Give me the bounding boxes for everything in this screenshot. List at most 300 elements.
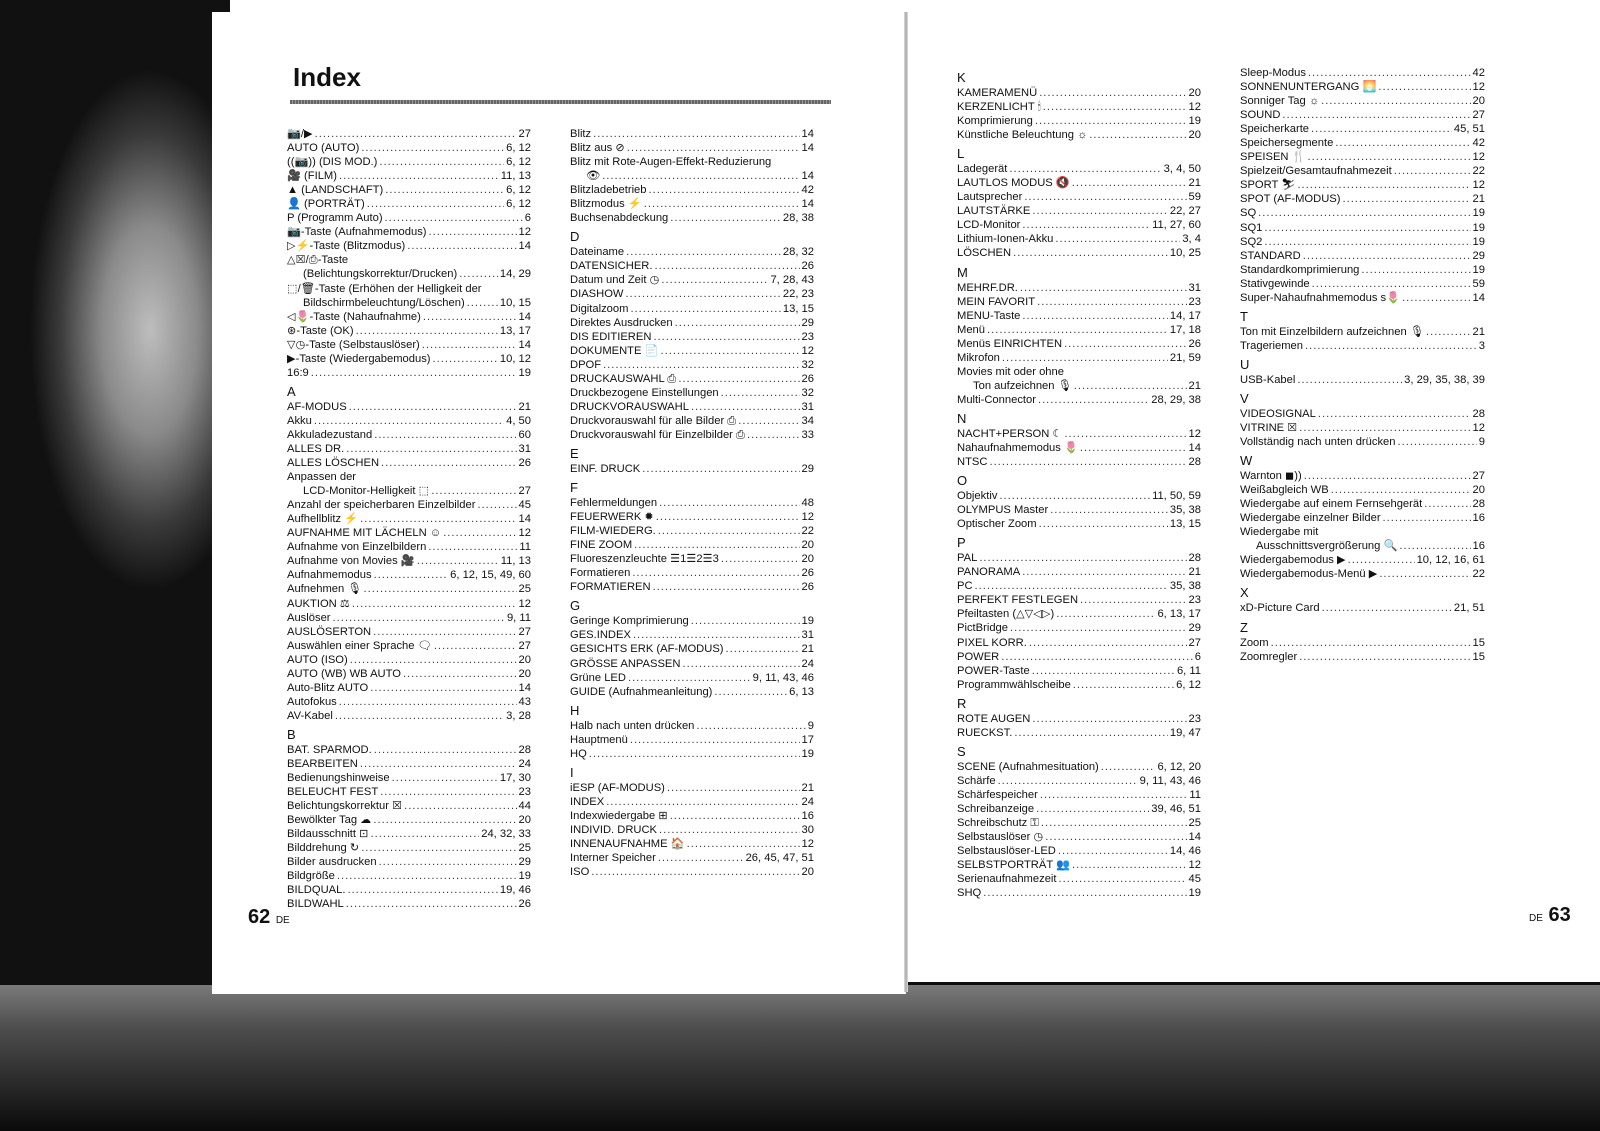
index-term: Bedienungshinweise [287,772,390,785]
index-term: PIXEL KORR. [957,636,1027,649]
index-pages: 59 [1188,191,1201,204]
index-pages: 14 [518,310,531,323]
dot-leader [423,310,517,324]
index-pages: 14 [801,128,814,140]
page-title: Index [293,62,361,92]
index-letter-heading: T [1240,308,1248,324]
index-term: Serienaufnahmezeit [957,873,1057,886]
index-entry [1240,525,1485,539]
dot-leader [633,628,800,642]
index-pages: 16 [1472,540,1485,553]
index-pages: 30 [801,823,814,836]
index-pages: 12 [1188,859,1201,872]
index-entry [287,827,531,841]
dot-leader [379,855,517,869]
dot-leader [1264,221,1470,235]
index-term: Vollständig nach unten drücken [1240,436,1396,449]
index-pages: 14 [518,681,531,694]
index-entry [570,428,814,442]
index-term: Blitz aus ⊘ [570,142,625,155]
index-term: Akkuladezustand [287,428,373,441]
index-pages: 3 [1478,339,1485,352]
index-entry [1240,291,1485,305]
dot-leader [346,442,516,456]
index-pages: 6, 13, 17 [1157,608,1201,621]
dot-leader [687,837,800,851]
index-entry [570,851,814,865]
index-term: Bildschirmbeleuchtung/Löschen) [303,296,465,309]
index-term: INDEX [570,795,605,808]
index-term: VIDEOSIGNAL [1240,407,1316,420]
index-entry [957,726,1201,740]
index-pages: 19 [1472,263,1485,276]
index-pages: 6, 12 [506,156,531,169]
dot-leader [658,524,800,538]
index-entry [957,636,1201,650]
index-entry [957,427,1201,441]
index-entry [957,664,1201,678]
index-entry [957,281,1201,295]
index-pages: 16 [801,809,814,822]
index-pages: 19 [518,870,531,883]
index-entry [287,267,531,281]
index-term: Ladegerät [957,163,1008,176]
index-term: ROTE AUGEN [957,712,1031,725]
index-term: SOUND [1240,109,1281,122]
index-term: BILDQUAL. [287,884,346,897]
index-term: INDIVID. DRUCK [570,823,658,836]
index-entry [957,351,1201,365]
index-term: ALLES LÖSCHEN [287,457,380,470]
index-pages: 12 [801,511,814,524]
index-entry [957,176,1201,190]
index-pages: 20 [518,814,531,827]
index-term: Schreibschutz ⚿ [957,816,1039,829]
index-pages: 4, 50 [506,414,531,427]
index-entry [287,743,531,757]
dot-leader [1037,295,1186,309]
index-pages: 48 [801,497,814,510]
index-letter-heading: I [570,764,574,780]
dot-leader [1009,162,1161,176]
dot-leader [653,330,799,344]
index-column-3 [957,70,1201,900]
dot-leader [1308,150,1471,164]
index-entry [957,218,1201,232]
dot-leader [428,540,517,554]
index-pages: 19, 46 [499,884,531,897]
index-pages: 12 [1472,179,1485,192]
dot-leader [659,823,800,837]
index-entry [1240,80,1485,94]
dot-leader [434,639,517,653]
index-pages: 20 [1188,129,1201,142]
index-pages: 12 [1472,421,1485,434]
index-term: Anzahl der speicherbaren Einzelbilder [287,499,476,512]
index-entry [570,183,814,197]
dot-leader [670,211,781,225]
index-term: PC [957,580,973,593]
index-pages: 42 [801,184,814,197]
dot-leader [407,239,516,253]
index-entry [957,678,1201,692]
index-letter-heading: M [957,264,968,280]
page-number-right [1529,904,1571,927]
index-pages: 31 [1188,281,1201,294]
dot-leader [1072,176,1187,190]
index-term: Autofokus [287,695,337,708]
dot-leader [1321,94,1470,108]
dot-leader [433,352,498,366]
index-entry [1240,66,1485,80]
index-term: Auswählen einer Sprache 🗨 [287,639,432,652]
dot-leader [1318,407,1471,421]
dot-leader [1024,190,1186,204]
dot-leader [714,685,787,699]
index-term: (Belichtungskorrektur/Drucken) [303,268,458,281]
dot-leader [335,709,504,723]
index-pages: 14, 29 [499,268,531,281]
index-letter-heading: D [570,229,580,245]
index-entry [570,197,814,211]
index-term: SQ1 [1240,221,1263,234]
dot-leader [661,273,768,287]
index-pages: 19 [1472,221,1485,234]
index-term: LAUTSTÄRKE [957,205,1031,218]
index-term: Blitzmodus ⚡ [570,198,642,211]
dot-leader [726,642,800,656]
dot-leader [371,827,480,841]
index-pages: 6 [524,212,531,225]
index-pages: 17 [801,733,814,746]
dot-leader [380,785,516,799]
index-pages: 45 [518,499,531,512]
index-pages: 28, 32 [782,246,814,259]
dot-leader [606,795,799,809]
dot-leader [661,344,800,358]
index-entry [287,127,531,141]
index-pages: 35, 38 [1169,504,1201,517]
index-entry [957,86,1201,100]
dot-leader [1029,636,1187,650]
index-entry [957,517,1201,531]
dot-leader [350,653,517,667]
index-entry [1240,511,1485,525]
index-pages: 6, 12 [506,184,531,197]
index-term: Halb nach unten drücken [570,719,695,732]
index-term: INNENAUFNAHME 🏠 [570,837,685,850]
index-term: SQ [1240,207,1257,220]
index-term: KERZENLICHT 🕯 [957,101,1041,114]
index-entry [287,310,531,324]
index-entry [1240,650,1485,664]
dot-leader [367,197,504,211]
index-pages: 31 [801,629,814,642]
index-entry [957,337,1201,351]
index-term: AUFNAHME MIT LÄCHELN ☺ [287,527,442,540]
index-entry [570,259,814,273]
dot-leader [346,897,517,911]
dot-leader [670,809,800,823]
dot-leader [314,414,504,428]
index-term: DRUCKVORAUSWAHL [570,400,689,413]
index-term: AF-MODUS [287,400,347,413]
index-term: AUTO (ISO) [287,653,348,666]
index-entry [287,512,531,526]
index-entry [1240,497,1485,511]
index-term: Formatieren [570,567,631,580]
dot-leader [1059,872,1187,886]
index-term: Schärfe [957,774,996,787]
dot-leader [385,211,523,225]
index-entry [287,366,531,380]
index-entry [1240,435,1485,449]
index-entry [570,169,814,183]
index-pages: 24 [518,757,531,770]
index-entry [287,639,531,653]
index-pages: 26 [801,260,814,273]
index-entry [957,441,1201,455]
index-term: Fluoreszenzleuchte ☰1☰2☰3 [570,553,719,566]
dot-leader [1040,788,1188,802]
background-top [0,0,1600,12]
index-entry [287,582,531,596]
index-term: 👤 (PORTRÄT) [287,198,365,211]
dot-leader [1080,441,1187,455]
index-term: SONNENUNTERGANG 🌅 [1240,81,1377,94]
index-pages: 6, 12 [1176,678,1201,691]
index-term: USB-Kabel [1240,373,1296,386]
index-pages: 23 [1188,594,1201,607]
index-entry [957,295,1201,309]
index-term: Anpassen der [287,471,357,484]
index-letter-heading: Z [1240,619,1248,635]
index-entry [570,316,814,330]
dot-leader [403,667,517,681]
photo-background-bottom [0,985,1600,1131]
dot-leader [417,554,499,568]
index-term: MENU-Taste [957,309,1021,322]
index-entry [287,239,531,253]
index-term: SQ2 [1240,235,1263,248]
index-entry [957,393,1201,407]
index-term: Speichersegmente [1240,137,1334,150]
index-column-4 [1240,66,1485,664]
index-pages: 28, 29, 38 [1151,393,1201,406]
index-letter-heading: B [287,726,296,742]
index-term: Ausschnittsvergrößerung 🔍 [1256,540,1398,553]
index-pages: 12 [1472,81,1485,94]
index-term: BEARBEITEN [287,757,358,770]
index-entry [287,883,531,897]
dot-leader [667,781,800,795]
index-term: Schreibanzeige [957,802,1035,815]
index-entry [1240,483,1485,497]
index-pages: 7, 28, 43 [770,274,814,287]
index-entry [957,455,1201,469]
index-entry [957,802,1201,816]
index-entry [957,579,1201,593]
index-pages: 11, 27, 60 [1152,219,1201,232]
index-pages: 31 [518,442,531,455]
index-pages: 19 [801,615,814,628]
index-term: Künstliche Beleuchtung ☼ [957,129,1088,142]
index-pages: 3, 29, 35, 38, 39 [1404,373,1485,386]
index-pages: 20 [518,667,531,680]
index-pages: 12 [801,837,814,850]
index-entry [287,211,531,225]
dot-leader [1056,607,1155,621]
index-entry [570,733,814,747]
index-pages: 6, 12, 20 [1157,760,1201,773]
dot-leader [1305,339,1477,353]
index-pages: 14, 17 [1169,309,1201,322]
index-entry [957,114,1201,128]
index-letter-heading: G [570,598,581,614]
index-term: Indexwiedergabe ⊞ [570,809,668,822]
index-pages: 19, 47 [1169,726,1201,739]
index-term: Sleep-Modus [1240,67,1306,79]
index-entry [570,400,814,414]
dot-leader [374,428,516,442]
index-entry [957,774,1201,788]
dot-leader [379,155,504,169]
index-term: Objektiv [957,490,998,503]
index-pages: 23 [518,786,531,799]
index-pages: 26 [801,567,814,580]
dot-leader [630,733,800,747]
index-term: SPOT (AF-MODUS) [1240,193,1341,206]
index-term: SPEISEN 🍴 [1240,151,1306,164]
index-entry [570,344,814,358]
index-pages: 26 [518,457,531,470]
index-term: Wiedergabemodus ▶ [1240,554,1346,567]
index-entry [287,855,531,869]
index-term: PictBridge [957,622,1008,635]
index-term: Bildausschnitt ⊡ [287,828,369,841]
index-pages: 39, 46, 51 [1151,802,1201,815]
dot-leader [1398,435,1477,449]
dot-leader [721,386,800,400]
index-pages: 29 [1472,249,1485,262]
index-entry [287,869,531,883]
index-entry [570,524,814,538]
index-term: Datum und Zeit ◷ [570,274,660,287]
dot-leader [1080,593,1187,607]
dot-leader [649,183,800,197]
index-entry [957,650,1201,664]
index-term: Zoomregler [1240,650,1298,663]
index-pages: 12 [518,527,531,540]
index-entry [1240,339,1485,353]
index-term: Zoom [1240,636,1269,649]
index-letter-heading: P [957,535,966,551]
index-pages: 20 [801,866,814,879]
index-entry [957,858,1201,872]
dot-leader [1402,291,1470,305]
index-term: PANORAMA [957,566,1021,579]
index-pages: 26 [801,372,814,385]
index-term: Menüs EINRICHTEN [957,337,1063,350]
index-term: Belichtungskorrektur ☒ [287,800,403,813]
index-pages: 45 [1188,873,1201,886]
index-term: GESICHTS ERK (AF-MODUS) [570,643,724,656]
index-pages: 14 [1188,441,1201,454]
index-pages: 6, 11 [1176,664,1201,677]
dot-leader [691,614,800,628]
dot-leader [1383,511,1471,525]
index-pages: 42 [1472,137,1485,150]
index-term: Auto-Blitz AUTO [287,681,369,694]
index-pages: 10, 12, 16, 61 [1416,554,1485,567]
index-entry [287,141,531,155]
dot-leader [1424,497,1470,511]
index-pages: 28 [518,743,531,756]
index-pages: 13, 17 [499,324,531,337]
dot-leader [1064,427,1186,441]
dot-leader [630,302,780,316]
index-entry [287,296,531,310]
index-term: Druckvorauswahl für Einzelbilder ⎙ [570,428,745,441]
dot-leader [653,580,800,594]
index-pages: 22 [1472,165,1485,178]
index-entry [1240,567,1485,581]
index-pages: 32 [801,386,814,399]
index-term: Direktes Ausdrucken [570,316,673,329]
index-term: Multi-Connector [957,393,1036,406]
index-letter-heading: O [957,473,968,489]
index-term: Menü [957,323,985,336]
dot-leader [1312,277,1471,291]
index-pages: 9, 11 [506,611,531,624]
index-entry [957,551,1201,565]
index-entry [1240,469,1485,483]
index-entry [570,823,814,837]
index-pages: 24 [801,657,814,670]
index-term: 📷/▶ [287,128,313,140]
dot-leader [1039,517,1168,531]
index-term: LCD-Monitor [957,219,1021,232]
index-term: Blitz [570,128,592,140]
index-letter-heading: N [957,410,967,426]
dot-leader [625,287,780,301]
index-pages: 22 [801,525,814,538]
index-pages: 3, 28 [506,709,531,722]
index-pages: 17, 18 [1169,323,1201,336]
dot-leader [628,671,751,685]
index-entry [1240,178,1485,192]
index-term: DPOF [570,358,602,371]
index-pages: 22, 23 [782,288,814,301]
index-term: FINE ZOOM [570,539,633,552]
index-letter-heading: X [1240,585,1249,601]
index-pages: 20 [801,553,814,566]
dot-leader [1258,206,1470,220]
index-entry [1240,539,1485,553]
index-pages: 21 [1188,566,1201,579]
index-term: RUECKST. [957,726,1013,739]
dot-leader [1297,178,1470,192]
index-entry [287,757,531,771]
index-term: Grüne LED [570,671,626,684]
index-term: Aufnahme von Movies 🎥 [287,555,415,568]
dot-leader [1002,351,1168,365]
index-entry [957,872,1201,886]
index-entry [287,554,531,568]
dot-leader [339,695,517,709]
index-pages: 27 [518,625,531,638]
index-term: Warnton ◼)) [1240,470,1302,483]
